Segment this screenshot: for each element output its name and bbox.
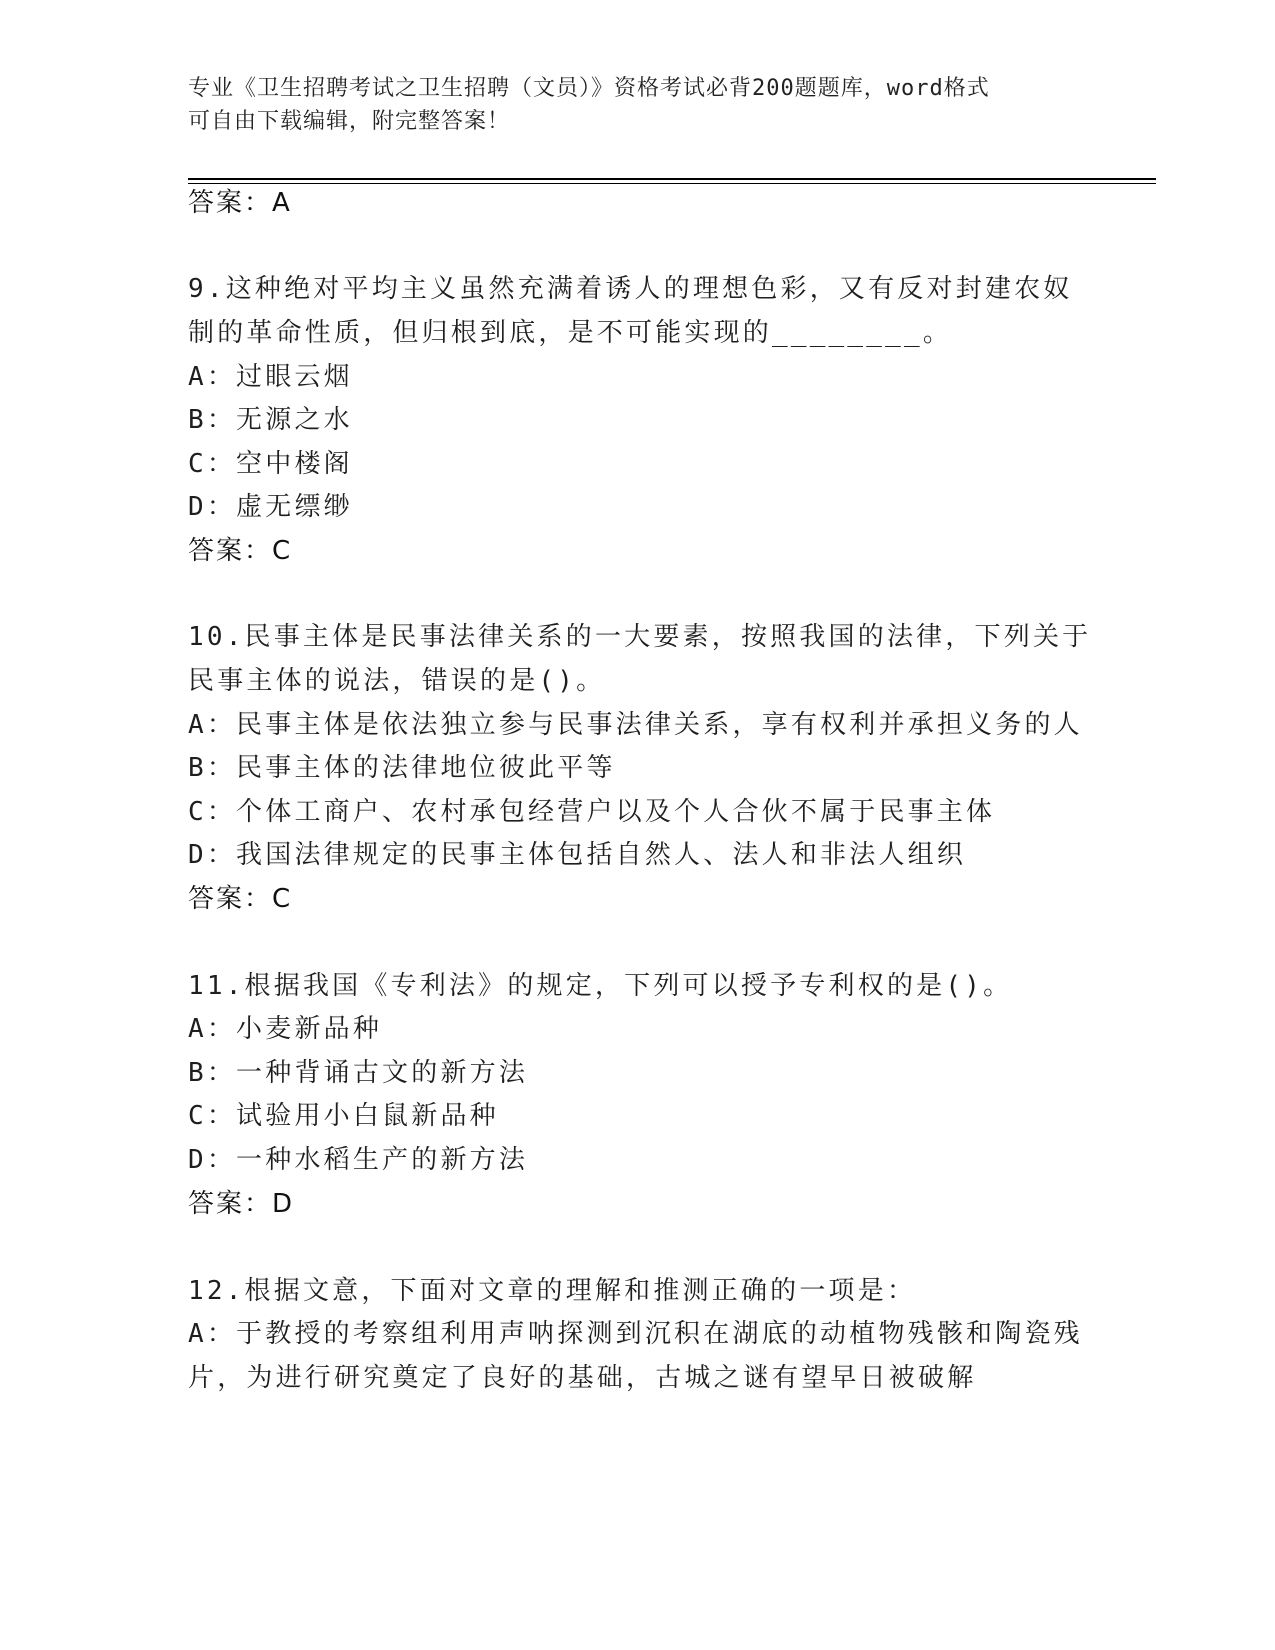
question-10-option-a: A：民事主体是依法独立参与民事法律关系，享有权利并承担义务的人	[188, 710, 1083, 740]
document-header	[188, 72, 1068, 138]
question-11-option-b: B：一种背诵古文的新方法	[188, 1058, 529, 1088]
question-9-answer: 答案：C	[188, 536, 293, 566]
question-10-option-b: B：民事主体的法律地位彼此平等	[188, 753, 616, 783]
question-10-option-c: C：个体工商户、农村承包经营户以及个人合伙不属于民事主体	[188, 797, 996, 827]
question-10-answer: 答案：C	[188, 884, 293, 914]
question-10-stem-line-2: 民事主体的说法，错误的是()。	[188, 666, 606, 696]
question-11-stem-line-1: 11.根据我国《专利法》的规定，下列可以授予专利权的是()。	[188, 971, 1013, 1001]
header-divider-thick	[188, 178, 1156, 180]
question-11-option-a: A：小麦新品种	[188, 1014, 383, 1044]
question-10-stem-line-1: 10.民事主体是民事法律关系的一大要素，按照我国的法律，下列关于	[188, 622, 1092, 652]
question-12-option-a-line-2: 片，为进行研究奠定了良好的基础，古城之谜有望早日被破解	[188, 1363, 977, 1393]
question-11-option-c: C：试验用小白鼠新品种	[188, 1101, 499, 1131]
question-12-option-a-line-1: A：于教授的考察组利用声呐探测到沉积在湖底的动植物残骸和陶瓷残	[188, 1319, 1083, 1349]
question-9-option-c: C：空中楼阁	[188, 449, 353, 479]
question-9-option-d: D：虚无缥缈	[188, 492, 353, 522]
question-9-option-a: A：过眼云烟	[188, 362, 353, 392]
question-10-option-d: D：我国法律规定的民事主体包括自然人、法人和非法人组织	[188, 840, 967, 870]
answer-prev: 答案：A	[188, 188, 292, 218]
header-line-2: 可自由下载编辑，附完整答案！	[188, 109, 511, 134]
question-9-option-b: B：无源之水	[188, 405, 353, 435]
question-11-option-d: D：一种水稻生产的新方法	[188, 1145, 529, 1175]
question-12-stem-line-1: 12.根据文意，下面对文章的理解和推测正确的一项是：	[188, 1276, 917, 1306]
question-11-answer: 答案：D	[188, 1189, 295, 1219]
header-line-1: 专业《卫生招聘考试之卫生招聘（文员）》资格考试必背200题题库，word格式	[188, 76, 990, 101]
header-divider-thin	[188, 183, 1156, 184]
question-9-stem-line-1: 9.这种绝对平均主义虽然充满着诱人的理想色彩，又有反对封建农奴	[188, 274, 1073, 304]
question-9-stem-line-2: 制的革命性质，但归根到底，是不可能实现的________。	[188, 318, 953, 348]
